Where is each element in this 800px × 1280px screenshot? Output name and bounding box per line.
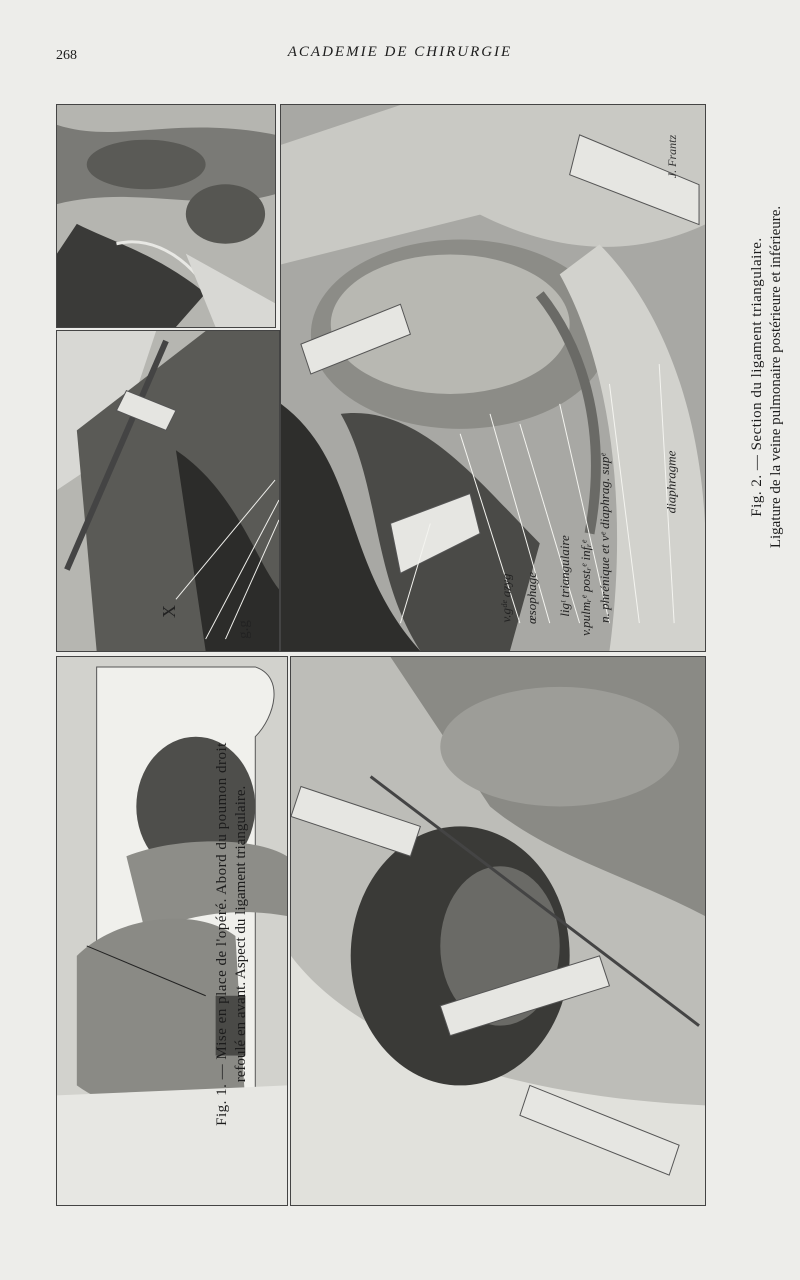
label-gg: g.g	[235, 620, 252, 639]
label-lig-triangulaire: ligᵗ triangulaire	[556, 535, 572, 617]
figure2-caption	[748, 127, 792, 627]
figure2-lower-left-illustration	[56, 330, 280, 652]
artist-signature: J. Frantz	[665, 134, 680, 179]
label-diaphragme: diaphragme	[663, 450, 679, 514]
label-v-pulm-post-inf: v.pulmᵣᵉ postᵣᵉ infᵣᵉ	[577, 540, 593, 636]
label-v-grande-azygos: v.gᵈᵉ azyg	[498, 573, 514, 623]
figure1-caption	[213, 674, 257, 1194]
figure1-caption-line2: refoulé en avant. Aspect du ligament triangulaire.	[233, 785, 249, 1083]
page-number: 268	[56, 48, 77, 63]
figure1-caption-line1: Fig. 1. — Mise en place de l'opéré. Abord du poumon droit	[214, 742, 230, 1126]
label-oesophage: œsophage	[524, 572, 539, 624]
figure2-caption-line1: Fig. 2. — Section du ligament triangulaire.	[749, 237, 765, 517]
label-n-phrenique: n. phrénique et vᵉ diaphrag. supᵉ	[596, 453, 612, 623]
figure2-inset-illustration	[56, 104, 276, 328]
figure1-operative-illustration	[290, 656, 706, 1206]
running-title: ACADEMIE DE CHIRURGIE	[287, 44, 513, 60]
label-x: X	[159, 605, 179, 618]
figure2-caption-line2: Ligature de la veine pulmonaire postérieure et inférieure.	[768, 205, 784, 549]
figure2-main-illustration	[280, 104, 706, 652]
